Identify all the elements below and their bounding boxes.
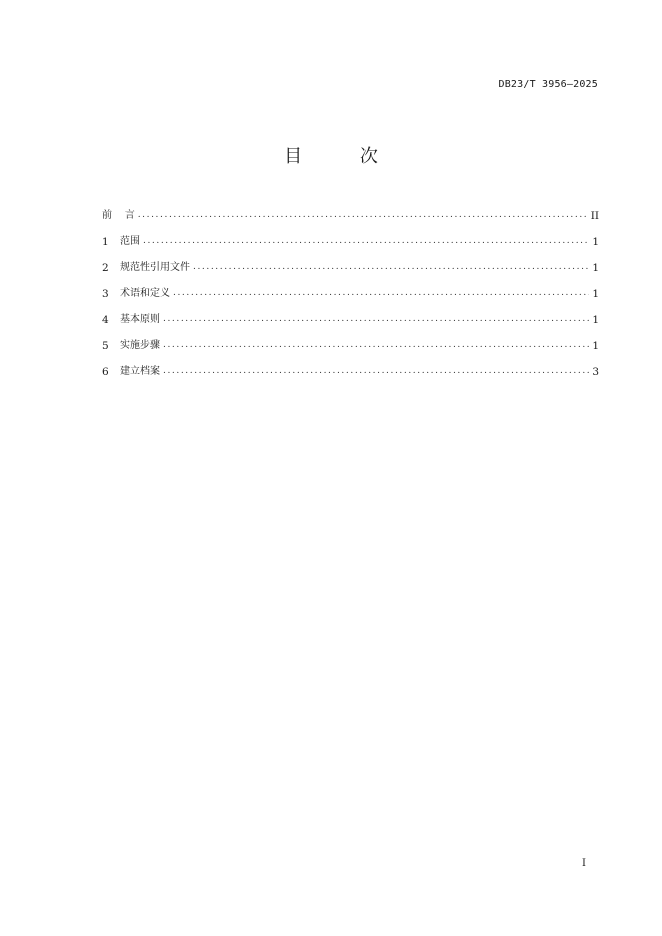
- toc-entry-label: 前 言: [102, 210, 135, 221]
- toc-leader-dots: [173, 285, 589, 301]
- toc-leader-dots: [163, 363, 589, 379]
- toc-entry-page: 1: [592, 288, 599, 300]
- toc-entry-number: 6: [102, 366, 109, 378]
- toc-entry-page: 1: [592, 314, 599, 326]
- toc-entry-page: 3: [592, 366, 599, 378]
- toc-entry-label: 实施步骤: [120, 340, 160, 351]
- toc-entry-basic-principles[interactable]: [102, 302, 599, 328]
- toc-entry-terms-definitions[interactable]: [102, 276, 599, 302]
- toc-entry-number: 5: [102, 340, 109, 352]
- page-number: I: [582, 858, 586, 869]
- toc-entry-number: 3: [102, 288, 109, 300]
- toc-leader-dots: [163, 311, 589, 327]
- document-number: DB23/T 3956—2025: [498, 79, 598, 90]
- toc-entry-implementation-steps[interactable]: [102, 328, 599, 354]
- toc-entry-page: 1: [592, 340, 599, 352]
- toc-entry-establish-records[interactable]: [102, 354, 599, 380]
- toc-leader-dots: [143, 233, 589, 249]
- toc-entry-foreword[interactable]: [102, 198, 599, 224]
- toc-entry-page: II: [590, 210, 599, 222]
- toc-entry-scope[interactable]: [102, 224, 599, 250]
- toc-entry-label: 建立档案: [120, 366, 160, 377]
- toc-entry-page: 1: [592, 236, 599, 248]
- toc-entry-number: 1: [102, 236, 109, 248]
- toc-entry-label: 术语和定义: [120, 288, 170, 299]
- table-of-contents: [102, 198, 599, 380]
- toc-leader-dots: [163, 337, 589, 353]
- toc-entry-page: 1: [592, 262, 599, 274]
- toc-entry-label: 规范性引用文件: [120, 262, 190, 273]
- toc-leader-dots: [193, 259, 589, 275]
- toc-entry-number: 4: [102, 314, 109, 326]
- toc-entry-label: 范围: [120, 236, 140, 247]
- toc-leader-dots: [138, 207, 588, 223]
- toc-entry-number: 2: [102, 262, 109, 274]
- toc-entry-label: 基本原则: [120, 314, 160, 325]
- toc-entry-normative-references[interactable]: [102, 250, 599, 276]
- toc-title: 目 次: [284, 146, 404, 167]
